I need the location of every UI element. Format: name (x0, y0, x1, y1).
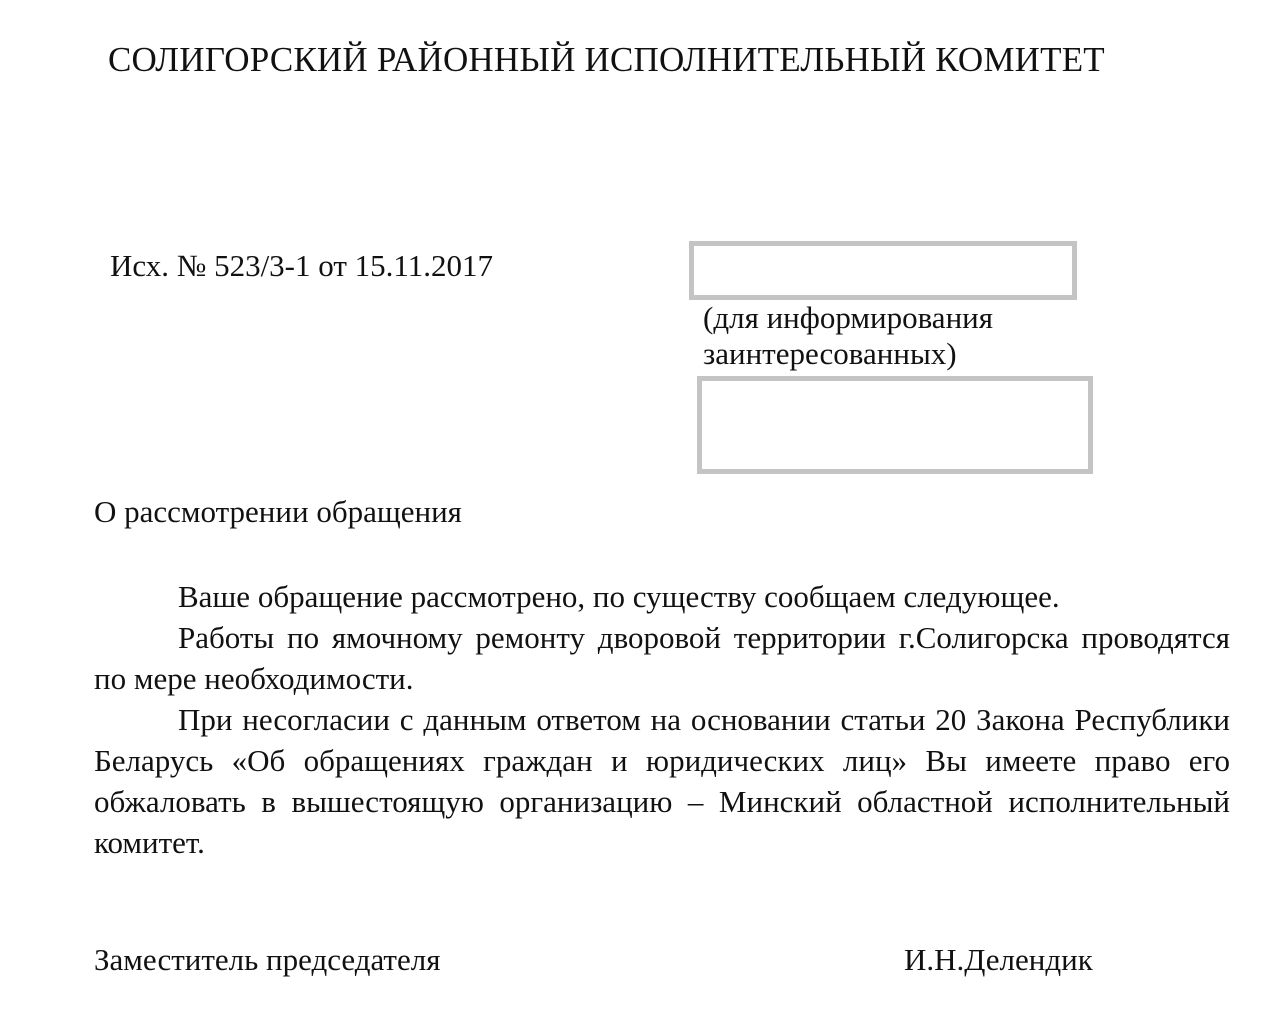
body-paragraph: Работы по ямочному ремонту дворовой территории г.Солигорска проводятся по мере необходимости. (94, 620, 1230, 696)
recipient-note: (для информирования заинтересованных) (703, 300, 994, 371)
signatory-name: И.Н.Делендик (904, 942, 1093, 977)
letter-body (94, 576, 1230, 863)
signatory-title: Заместитель председателя (94, 942, 441, 977)
redacted-address-box (697, 376, 1093, 474)
body-paragraph: При несогласии с данным ответом на основании статьи 20 Закона Республики Беларусь «Об обращениях граждан и юридических лиц» Вы имеете право его обжаловать в вышестоящую организацию – Минский областной исполнительный комитет. (94, 702, 1230, 860)
organization-header: СОЛИГОРСКИЙ РАЙОННЫЙ ИСПОЛНИТЕЛЬНЫЙ КОМИТЕТ (108, 40, 1105, 79)
outgoing-reference: Исх. № 523/3-1 от 15.11.2017 (110, 248, 493, 283)
body-paragraph: Ваше обращение рассмотрено, по существу сообщаем следующее. (178, 579, 1060, 614)
redacted-recipient-box (689, 241, 1077, 300)
letter-subject: О рассмотрении обращения (94, 494, 462, 529)
